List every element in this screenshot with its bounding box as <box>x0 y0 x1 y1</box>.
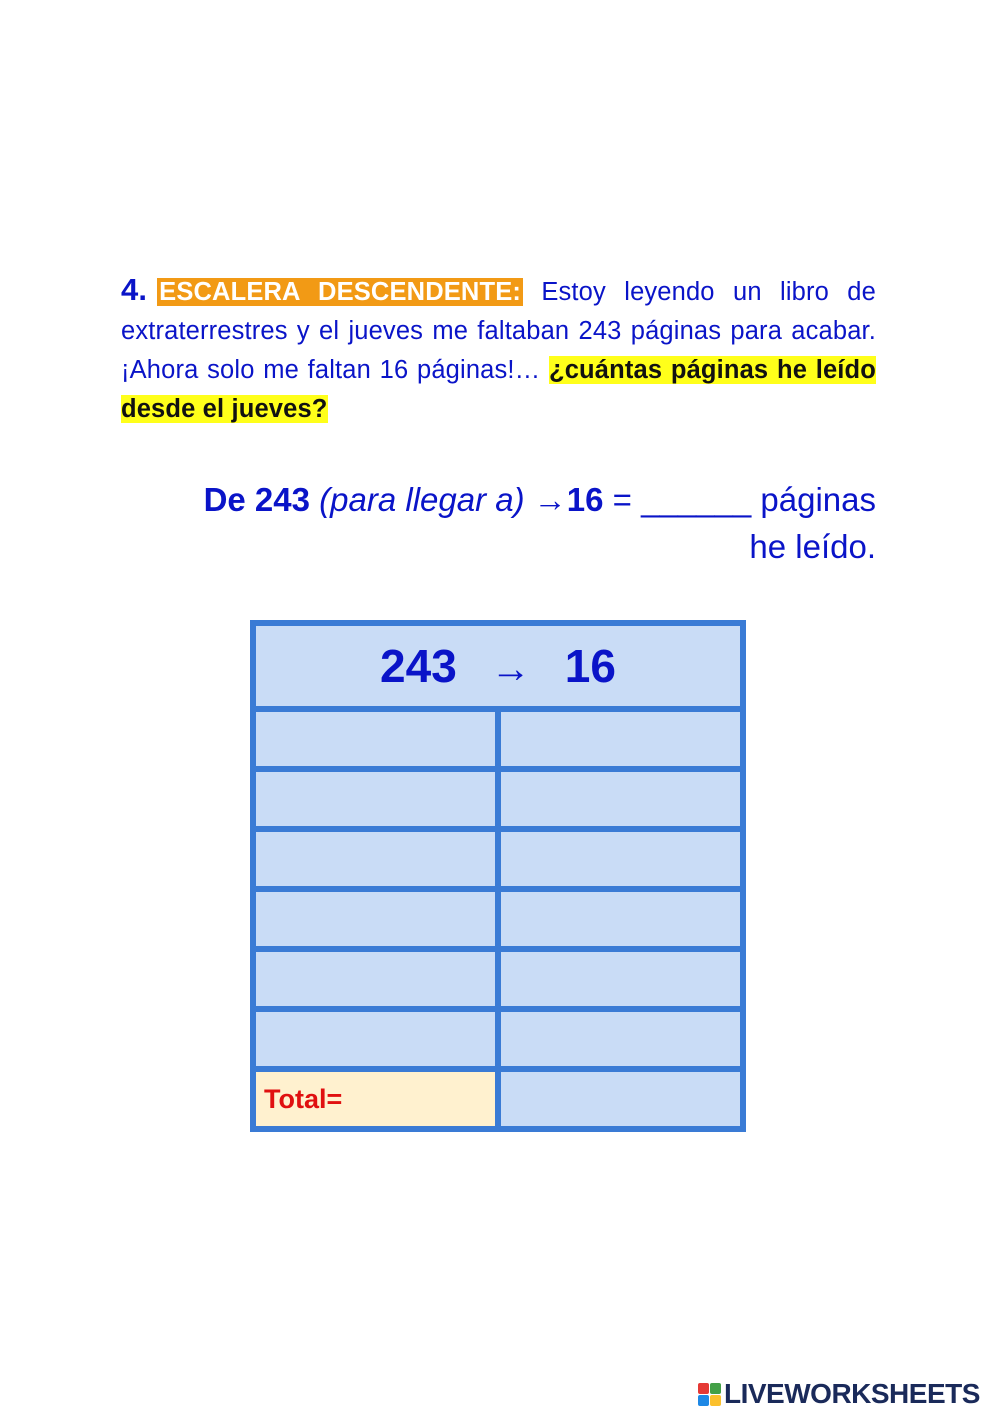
answer-cell[interactable] <box>253 709 498 769</box>
table-row <box>253 709 743 769</box>
answer-cell[interactable] <box>498 769 743 829</box>
answer-cell[interactable] <box>498 949 743 1009</box>
table-end-value: 16 <box>564 640 616 692</box>
problem-text: Estoy leyendo un libro de extraterrestres y el jueves me faltaban 243 páginas para acabar. ¡Ahora solo me faltan 16 páginas!… <box>121 278 876 384</box>
logo-mark-icon <box>698 1383 721 1406</box>
problem-statement <box>121 270 876 429</box>
table-start-value: 243 <box>380 640 457 692</box>
table-row <box>253 829 743 889</box>
total-row <box>253 1069 743 1129</box>
table-row <box>253 1009 743 1069</box>
table-row <box>253 769 743 829</box>
equation-answer-line: = ______ páginas <box>612 481 876 518</box>
table-row <box>253 889 743 949</box>
answer-cell[interactable] <box>253 829 498 889</box>
equation <box>121 476 876 570</box>
table-row <box>253 949 743 1009</box>
answer-cell[interactable] <box>253 949 498 1009</box>
equation-target: 16 <box>566 481 604 518</box>
equation-line2: he leído. <box>749 528 876 565</box>
answer-cell[interactable] <box>253 769 498 829</box>
liveworksheets-logo <box>698 1377 980 1411</box>
answer-cell[interactable] <box>498 829 743 889</box>
equation-middle: (para llegar a) <box>319 481 525 518</box>
problem-tag: ESCALERA DESCENDENTE: <box>159 278 522 306</box>
total-answer-cell[interactable] <box>498 1069 743 1129</box>
total-label: Total= <box>253 1069 498 1129</box>
answer-cell[interactable] <box>498 1009 743 1069</box>
staircase-table <box>250 620 746 1132</box>
table-header <box>253 623 743 709</box>
logo-text: LIVEWORKSHEETS <box>724 1378 980 1409</box>
arrow-icon: → <box>533 481 567 518</box>
problem-question: ¿cuántas páginas he leído desde el jueves? <box>121 356 876 423</box>
answer-cell[interactable] <box>498 889 743 949</box>
answer-cell[interactable] <box>253 889 498 949</box>
answer-cell[interactable] <box>253 1009 498 1069</box>
answer-cell[interactable] <box>498 709 743 769</box>
problem-number: 4. <box>121 272 148 307</box>
equation-prefix: De 243 <box>203 481 310 518</box>
arrow-icon: → <box>490 647 531 691</box>
